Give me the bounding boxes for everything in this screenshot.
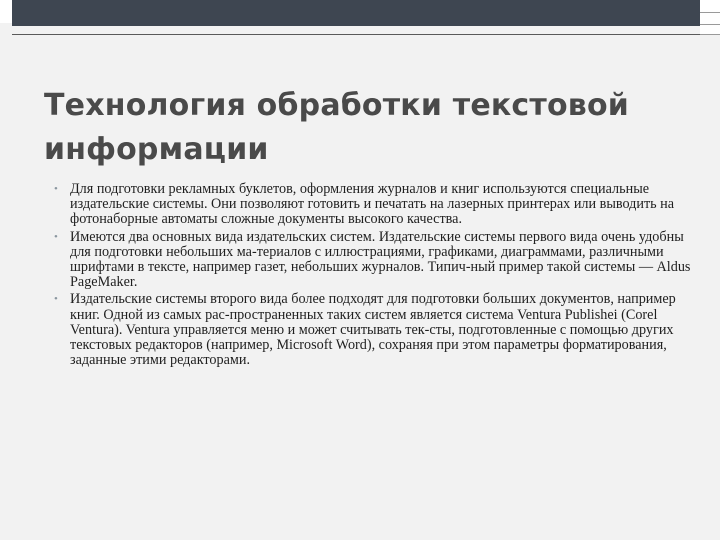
header-accent-block — [12, 0, 700, 26]
bullet-list — [48, 182, 698, 370]
header-divider-line — [12, 34, 700, 35]
bullet-item-1 — [48, 182, 698, 228]
bullet-item-2 — [48, 230, 698, 291]
rail-line-1 — [700, 12, 720, 13]
bullet-text-1: Для подготовки рекламных буклетов, оформления журналов и книг используются специальные издательские системы. Они позволяют готовить и печатать на лазерных принтерах или выводить на фотонаборные автоматы сложные документы высокого качества. — [70, 181, 675, 228]
bullet-item-3 — [48, 292, 698, 368]
header-right-rail — [700, 0, 720, 35]
slide-title: Технология обработки текстовой информации — [44, 88, 630, 167]
bullet-text-2: Имеются два основных вида издательских систем. Издательские системы первого вида очень удобны для подготовки небольших ма-териалов с иллюстрациями, графиками, диаграммами, различными шрифтами в тексте, например газет, небольших журналов. Типич-ный пример такой системы — Aldus PageMaker. — [70, 228, 691, 291]
bullet-dot-icon: • — [54, 293, 58, 306]
bullet-dot-icon: • — [54, 230, 58, 243]
bullet-text-3: Издательские системы второго вида более подходят для подготовки больших документов, например книг. Одной из самых рас-пространенных таких систем является система Ventura Publishei (Corel Ventura). Ventura управляется меню и может считывать тек-сты, подготовленные с помощью других текстовых редакторов (например, Microsoft Word), сохраняя при этом параметры форматирования, заданные этими редакторами. — [70, 291, 676, 369]
bullet-dot-icon: • — [54, 183, 58, 195]
rail-line-2 — [700, 24, 720, 25]
rail-line-3 — [700, 34, 720, 35]
